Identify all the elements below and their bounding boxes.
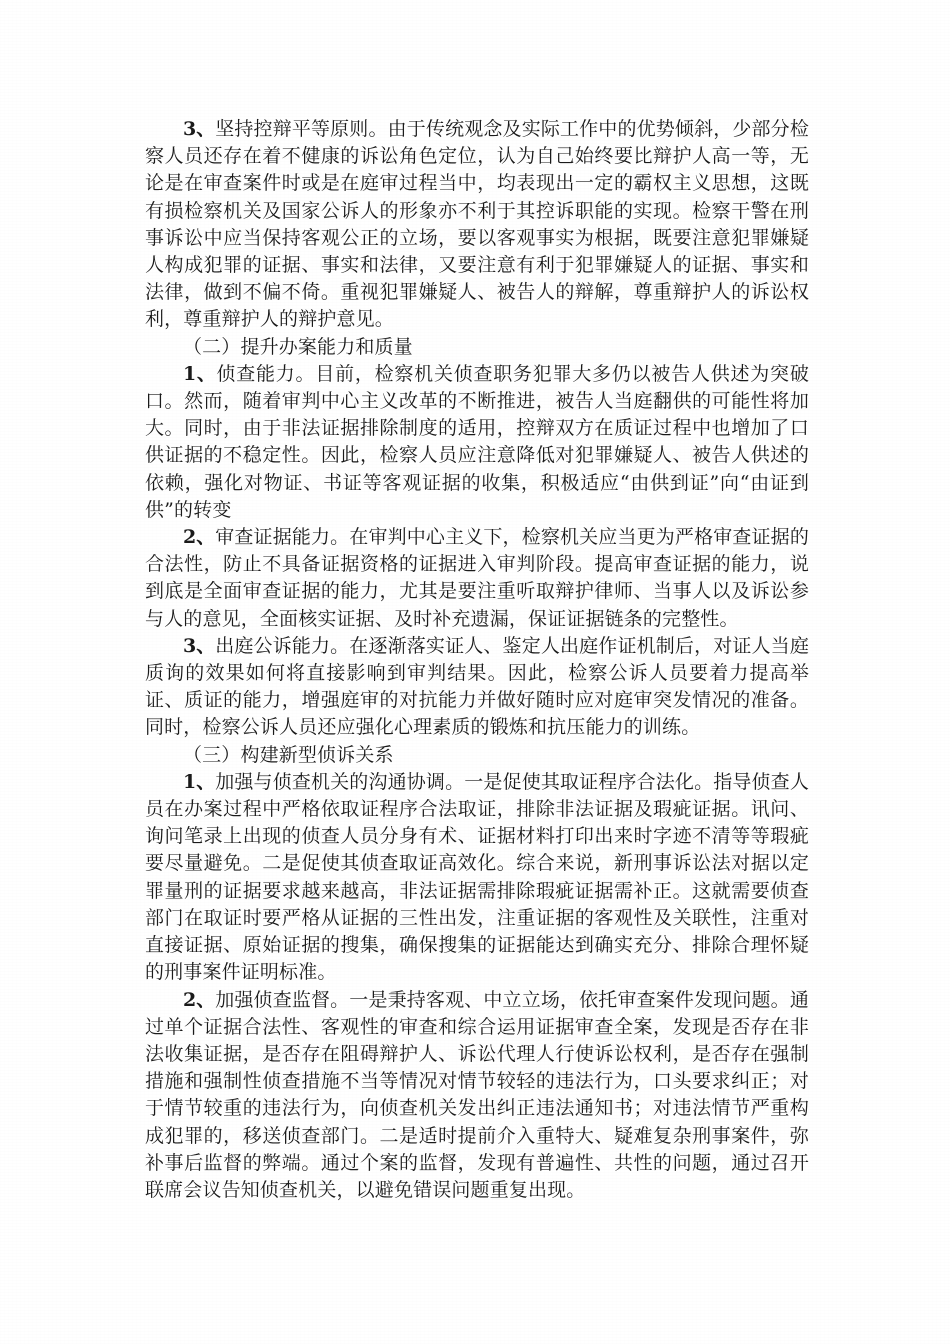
document-text-body [145,116,809,1204]
paragraph-investigation-capability: 1、侦查能力。目前，检察机关侦查职务犯罪大多仍以被告人供述为突破口。然而，随着审判中心主义改革的不断推进，被告人当庭翻供的可能性将加大。同时，由于非法证据排除制度的适用，控辩双方在质证过程中也增加了口供证据的不稳定性。因此，检察人员应注意降低对犯罪嫌疑人、被告人供述的依赖，强化对物证、书证等客观证据的收集，积极适应“由供到证”向“由证到供”的转变 [145,362,809,521]
paragraph-number-marker: 3、 [183,118,216,140]
section-heading-three: （三）构建新型侦诉关系 [183,743,394,766]
paragraph-communication-coordination: 1、加强与侦查机关的沟通协调。一是促使其取证程序合法化。指导侦查人员在办案过程中严格依取证程序合法取证，排除非法证据及瑕疵证据。讯问、询问笔录上出现的侦查人员分身有术、证据材料打印出来时字迹不清等等瑕疵要尽量避免。二是促使其侦查取证高效化。综合来说，新刑事诉讼法对据以定罪量刑的证据要求越来越高，非法证据需排除瑕疵证据需补正。这就需要侦查部门在取证时要严格从证据的三性出发，注重证据的客观性及关联性，注重对直接证据、原始证据的搜集，确保搜集的证据能达到确实充分、排除合理怀疑的刑事案件证明标准。 [145,770,809,984]
paragraph-court-prosecution-capability: 3、出庭公诉能力。在逐渐落实证人、鉴定人出庭作证机制后，对证人当庭质询的效果如何将直接影响到审判结果。因此，检察公诉人员要着力提高举证、质证的能力，增强庭审的对抗能力并做好随时应对庭审突发情况的准备。同时，检察公诉人员还应强化心理素质的锻炼和抗压能力的训练。 [145,634,809,739]
paragraph-number-marker: 1、 [183,362,217,385]
paragraph-number-marker: 2、 [183,988,216,1011]
paragraph-number-marker: 2、 [183,526,216,549]
paragraph-number-marker: 3、 [183,634,216,657]
paragraph-number-marker: 1、 [183,770,216,793]
paragraph-evidence-review-capability: 2、审查证据能力。在审判中心主义下，检察机关应当更为严格审查证据的合法性，防止不具备证据资格的证据进入审判阶段。提高审查证据的能力，说到底是全面审查证据的能力，尤其是要注重听取辩护律师、当事人以及诉讼参与人的意见，全面核实证据、及时补充遗漏，保证证据链条的完整性。 [145,526,809,630]
section-heading-two: （二）提升办案能力和质量 [183,335,413,358]
paragraph-investigation-supervision: 2、加强侦查监督。一是秉持客观、中立立场，依托审查案件发现问题。通过单个证据合法性、客观性的审查和综合运用证据审查全案，发现是否存在非法收集证据，是否存在阻碍辩护人、诉讼代理人行使诉讼权利，是否存在强制措施和强制性侦查措施不当等情况对情节较轻的违法行为，口头要求纠正；对于情节较重的违法行为，向侦查机关发出纠正违法通知书；对违法情节严重构成犯罪的，移送侦查部门。二是适时提前介入重特大、疑难复杂刑事案件，弥补事后监督的弊端。通过个案的监督，发现有普遍性、共性的问题，通过召开联席会议告知侦查机关，以避免错误问题重复出现。 [145,988,809,1201]
paragraph-principle-3: 3、坚持控辩平等原则。由于传统观念及实际工作中的优势倾斜，少部分检察人员还存在着不健康的诉讼角色定位，认为自己始终要比辩护人高一等，无论是在审查案件时或是在庭审过程当中，均表现出一定的霸权主义思想，这既有损检察机关及国家公诉人的形象亦不利于其控诉职能的实现。检察干警在刑事诉讼中应当保持客观公正的立场，要以客观事实为根据，既要注意犯罪嫌疑人构成犯罪的证据、事实和法律，又要注意有利于犯罪嫌疑人的证据、事实和法律，做到不偏不倚。重视犯罪嫌疑人、被告人的辩解，尊重辩护人的诉讼权利，尊重辩护人的辩护意见。 [145,118,809,331]
